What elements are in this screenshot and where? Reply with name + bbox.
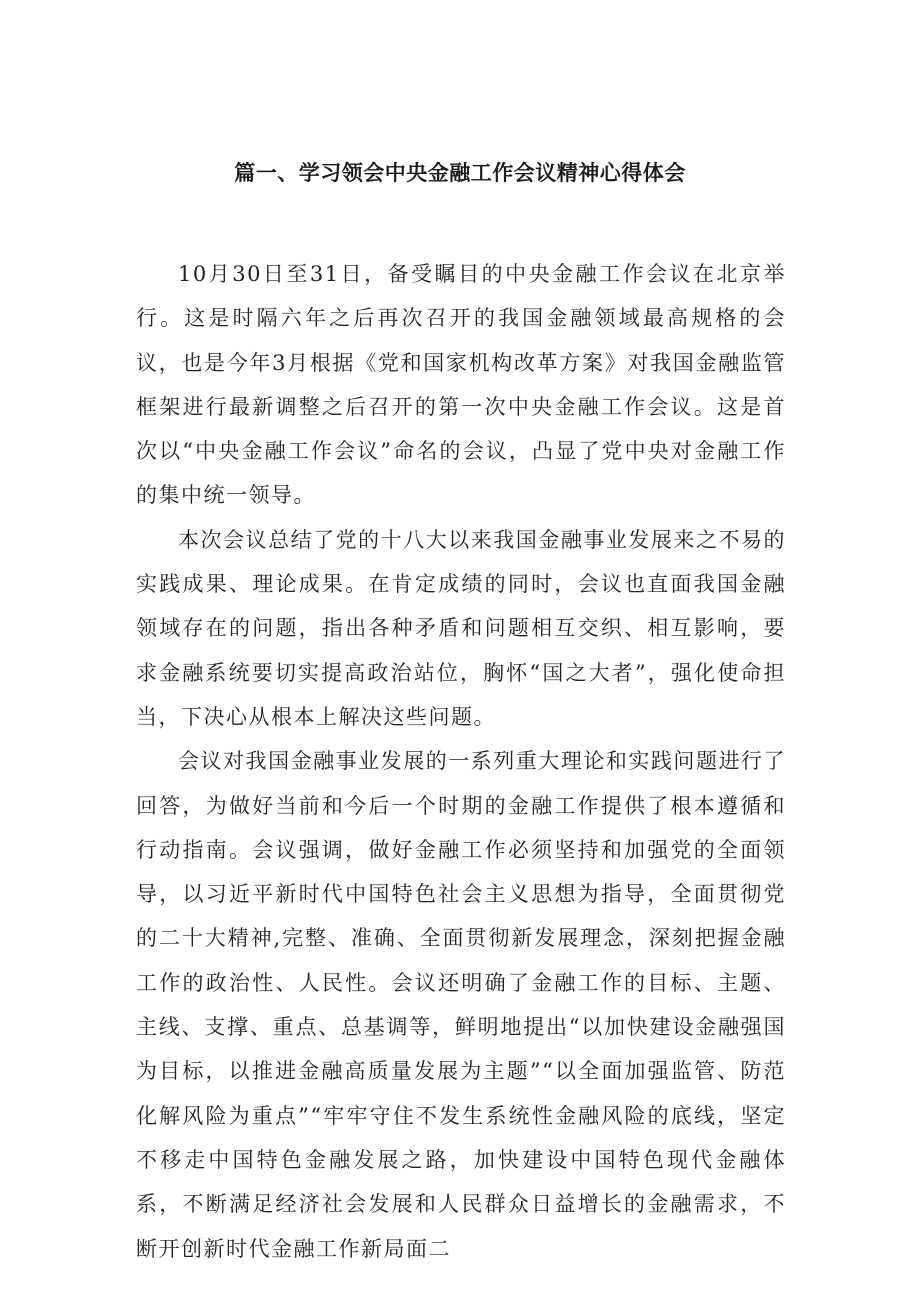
paragraph-2: 本次会议总结了党的十八大以来我国金融事业发展来之不易的实践成果、理论成果。在肯定成绩的同时，会议也直面我国金融领域存在的问题，指出各种矛盾和问题相互交织、相互影响，要求金融系统要切实提高政治站位，胸怀“国之大者”，强化使命担当，下决心从根本上解决这些问题。 <box>136 527 786 729</box>
paragraph-1: 10月30日至31日，备受瞩目的中央金融工作会议在北京举行。这是时隔六年之后再次召开的我国金融领域最高规格的会议，也是今年3月根据《党和国家机构改革方案》对我国金融监管框架进行最新调整之后召开的第一次中央金融工作会议。这是首次以“中央金融工作会议”命名的会议，凸显了党中央对金融工作的集中统一领导。 <box>136 262 786 508</box>
document-title: 篇一、学习领会中央金融工作会议精神心得体会 <box>234 161 686 185</box>
paragraph-3: 会议对我国金融事业发展的一系列重大理论和实践问题进行了回答，为做好当前和今后一个时期的金融工作提供了根本遵循和行动指南。会议强调，做好金融工作必须坚持和加强党的全面领导，以习近平新时代中国特色社会主义思想为指导，全面贯彻党的二十大精神,完整、准确、全面贯彻新发展理念，深刻把握金融工作的政治性、人民性。会议还明确了金融工作的目标、主题、主线、支撑、重点、总基调等，鲜明地提出“以加快建设金融强国为目标，以推进金融高质量发展为主题”“以全面加强监管、防范化解风险为重点”“牢牢守住不发生系统性金融风险的底线，坚定不移走中国特色金融发展之路，加快建设中国特色现代金融体系，不断满足经济社会发展和人民群众日益增长的金融需求，不断开创新时代金融工作新局面二 <box>136 749 786 1261</box>
document-body <box>136 252 786 1271</box>
